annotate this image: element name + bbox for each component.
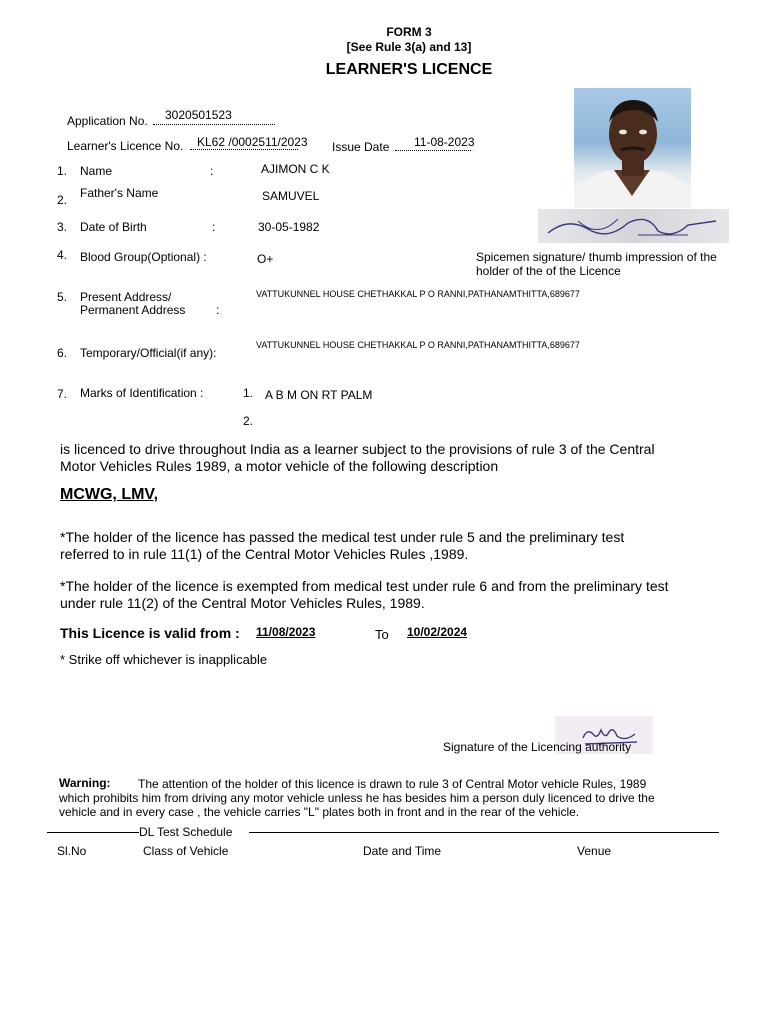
licence-no-value: KL62 /0002511/2023	[197, 135, 308, 149]
issue-date-label: Issue Date	[332, 140, 390, 154]
application-no-value: 3020501523	[165, 108, 232, 122]
authority-caption: Signature of the Licencing authority	[443, 740, 632, 754]
valid-from-date: 11/08/2023	[256, 625, 316, 639]
dob-colon: :	[212, 220, 216, 234]
issue-date-value: 11-08-2023	[414, 135, 475, 149]
holder-photo	[574, 88, 691, 208]
dob-label: Date of Birth	[80, 220, 147, 234]
dob-value: 30-05-1982	[258, 220, 320, 234]
mark-1-number: 1.	[243, 386, 254, 400]
permanent-address-label: Permanent Address	[80, 303, 186, 317]
field-6-number: 6.	[57, 346, 68, 360]
mark-1-value: A B M ON RT PALM	[265, 388, 373, 402]
field-3-number: 3.	[57, 220, 68, 234]
strike-note: * Strike off whichever is inapplicable	[60, 652, 268, 667]
name-label: Name	[80, 164, 113, 178]
field-1-number: 1.	[57, 164, 68, 178]
licence-no-label: Learner's Licence No.	[67, 139, 184, 153]
address-colon: :	[216, 303, 220, 317]
blood-group-label: Blood Group(Optional) :	[80, 250, 207, 264]
field-7-number: 7.	[57, 387, 68, 401]
schedule-rule-right	[249, 832, 719, 833]
warning-line-3: vehicle and in every case , the vehicle carries "L" plates both in front and in the rear of the vehicle.	[59, 805, 580, 819]
warning-label: Warning:	[59, 776, 111, 790]
valid-to-label: To	[375, 627, 389, 642]
document-title: LEARNER'S LICENCE	[325, 61, 493, 78]
schedule-rule-left	[47, 832, 139, 833]
present-address-label: Present Address/	[80, 290, 172, 304]
field-2-number: 2.	[57, 193, 68, 207]
medical-test-note: *The holder of the licence has passed the medical test under rule 5 and the preliminary test referred to in rule 11(1) of the Central Motor Vehicles Rules ,1989.	[60, 529, 625, 562]
valid-to-date: 10/02/2024	[407, 625, 468, 639]
name-colon: :	[210, 164, 214, 178]
specimen-signature	[538, 209, 729, 243]
warning-line-2: which prohibits him from driving any motor vehicle unless he has besides him a person duly licenced to drive the	[59, 791, 655, 805]
schedule-col-slno: Sl.No	[57, 844, 87, 858]
schedule-col-venue: Venue	[577, 844, 612, 858]
application-no-label: Application No.	[67, 114, 148, 128]
father-name-label: Father's Name	[80, 186, 159, 200]
vehicle-classes: MCWG, LMV,	[60, 486, 159, 503]
permanent-address-value: VATTUKUNNEL HOUSE CHETHAKKAL P O RANNI,PATHANAMTHITTA,689677	[256, 289, 580, 299]
field-5-number: 5.	[57, 290, 68, 304]
licence-description: is licenced to drive throughout India as a learner subject to the provisions of rule 3 of the Central Motor Vehicles Rules 1989, a motor vehicle of the following description	[60, 441, 655, 474]
field-4-number: 4.	[57, 248, 68, 262]
name-value: AJIMON C K	[261, 162, 330, 176]
portrait-image	[574, 88, 691, 208]
schedule-col-class: Class of Vehicle	[143, 844, 229, 858]
identification-label: Marks of Identification :	[80, 386, 204, 400]
schedule-title: DL Test Schedule	[139, 825, 233, 839]
exemption-note: *The holder of the licence is exempted from medical test under rule 6 and from the preliminary test under rule 11(2) of the Central Motor Vehicles Rules, 1989.	[60, 578, 669, 611]
schedule-col-datetime: Date and Time	[363, 844, 442, 858]
rule-reference: [See Rule 3(a) and 13]	[346, 40, 472, 54]
signature-mark	[538, 209, 729, 243]
specimen-caption: Spicemen signature/ thumb impression of the holder of the of the Licence	[476, 250, 717, 278]
form-number: FORM 3	[386, 25, 432, 39]
blood-group-value: O+	[257, 252, 274, 266]
validity-label: This Licence is valid from :	[60, 625, 240, 641]
temporary-address-value: VATTUKUNNEL HOUSE CHETHAKKAL P O RANNI,PATHANAMTHITTA,689677	[256, 340, 580, 350]
temporary-address-label: Temporary/Official(if any):	[80, 346, 217, 360]
father-name-value: SAMUVEL	[262, 189, 320, 203]
mark-2-number: 2.	[243, 414, 254, 428]
warning-line-1: The attention of the holder of this licence is drawn to rule 3 of Central Motor vehicle Rules, 1989	[138, 777, 647, 791]
